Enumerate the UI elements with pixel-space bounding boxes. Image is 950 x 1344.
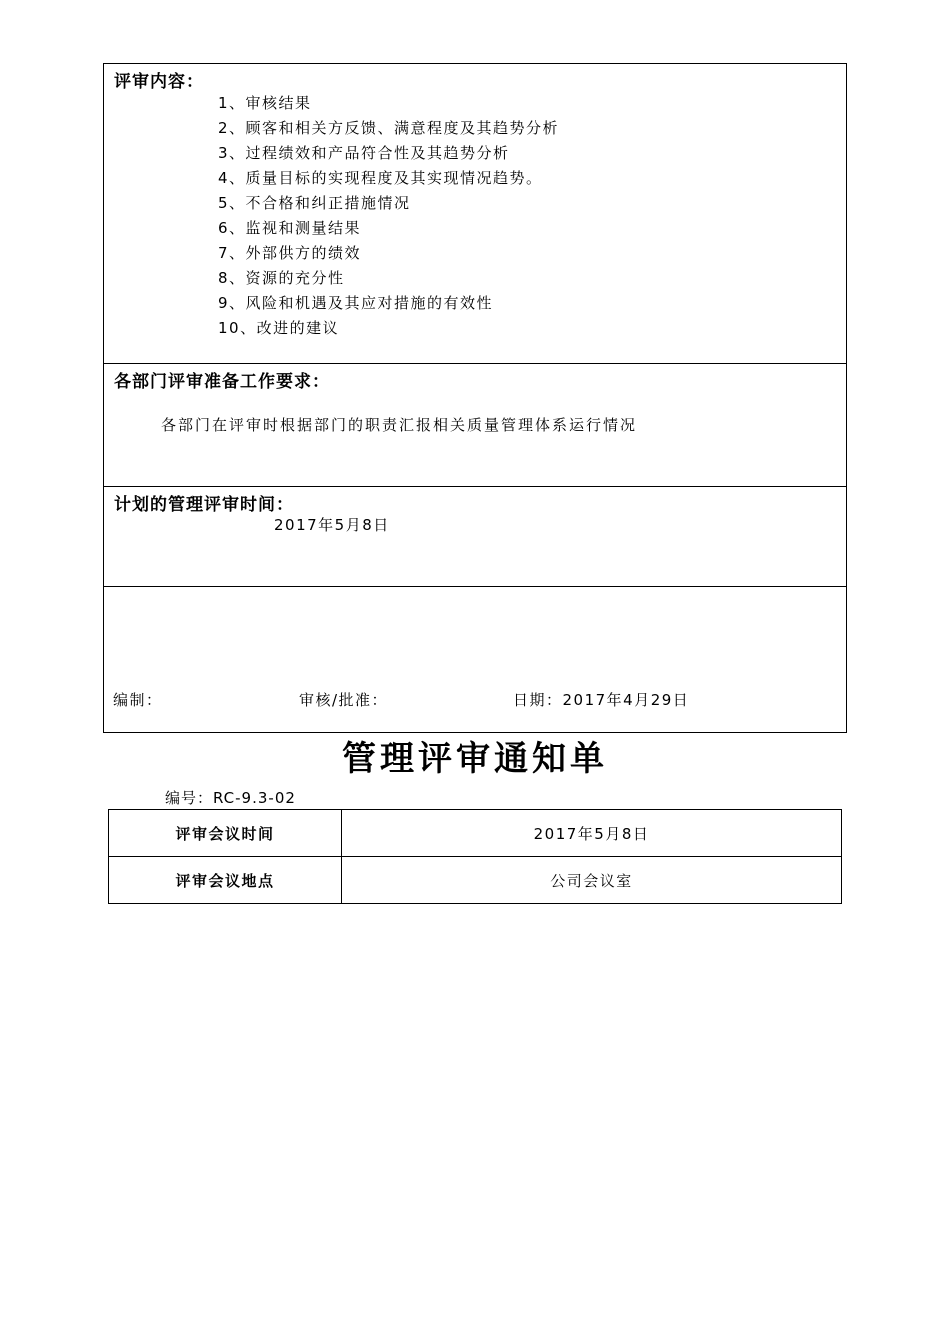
meeting-place-label: 评审会议地点 [109,857,342,904]
table-row [109,810,842,857]
list-item: 4、质量目标的实现程度及其实现情况趋势。 [218,169,543,187]
compiler-label: 编制： [113,691,163,709]
page-title: 管理评审通知单 [342,739,608,779]
list-item: 10、改进的建议 [218,319,340,337]
notice-table [108,809,842,904]
list-item: 6、监视和测量结果 [218,219,362,237]
meeting-place-value: 公司会议室 [342,857,842,904]
prep-requirements-section [104,364,846,487]
list-item: 7、外部供方的绩效 [218,244,362,262]
planned-time-section [104,487,846,587]
meeting-time-value: 2017年5月8日 [342,810,842,857]
list-item: 1、审核结果 [218,94,312,112]
approver-label: 审核/批准： [299,691,389,709]
list-item: 8、资源的充分性 [218,269,345,287]
review-content-section [104,64,846,364]
review-content-list [218,91,559,341]
list-item: 9、风险和机遇及其应对措施的有效性 [218,294,494,312]
list-item: 3、过程绩效和产品符合性及其趋势分析 [218,144,510,162]
review-form-box [103,63,847,733]
meeting-time-label: 评审会议时间 [109,810,342,857]
prep-requirements-title: 各部门评审准备工作要求： [114,372,330,392]
planned-time-value: 2017年5月8日 [274,516,390,534]
table-row [109,857,842,904]
list-item: 2、顾客和相关方反馈、满意程度及其趋势分析 [218,119,560,137]
list-item: 5、不合格和纠正措施情况 [218,194,411,212]
signature-section [104,587,846,732]
signature-date: 日期：2017年4月29日 [513,691,690,709]
review-content-title: 评审内容： [114,72,204,92]
document-number: 编号：RC-9.3-02 [165,789,296,807]
prep-requirements-text: 各部门在评审时根据部门的职责汇报相关质量管理体系运行情况 [161,416,638,434]
planned-time-title: 计划的管理评审时间： [114,495,294,515]
